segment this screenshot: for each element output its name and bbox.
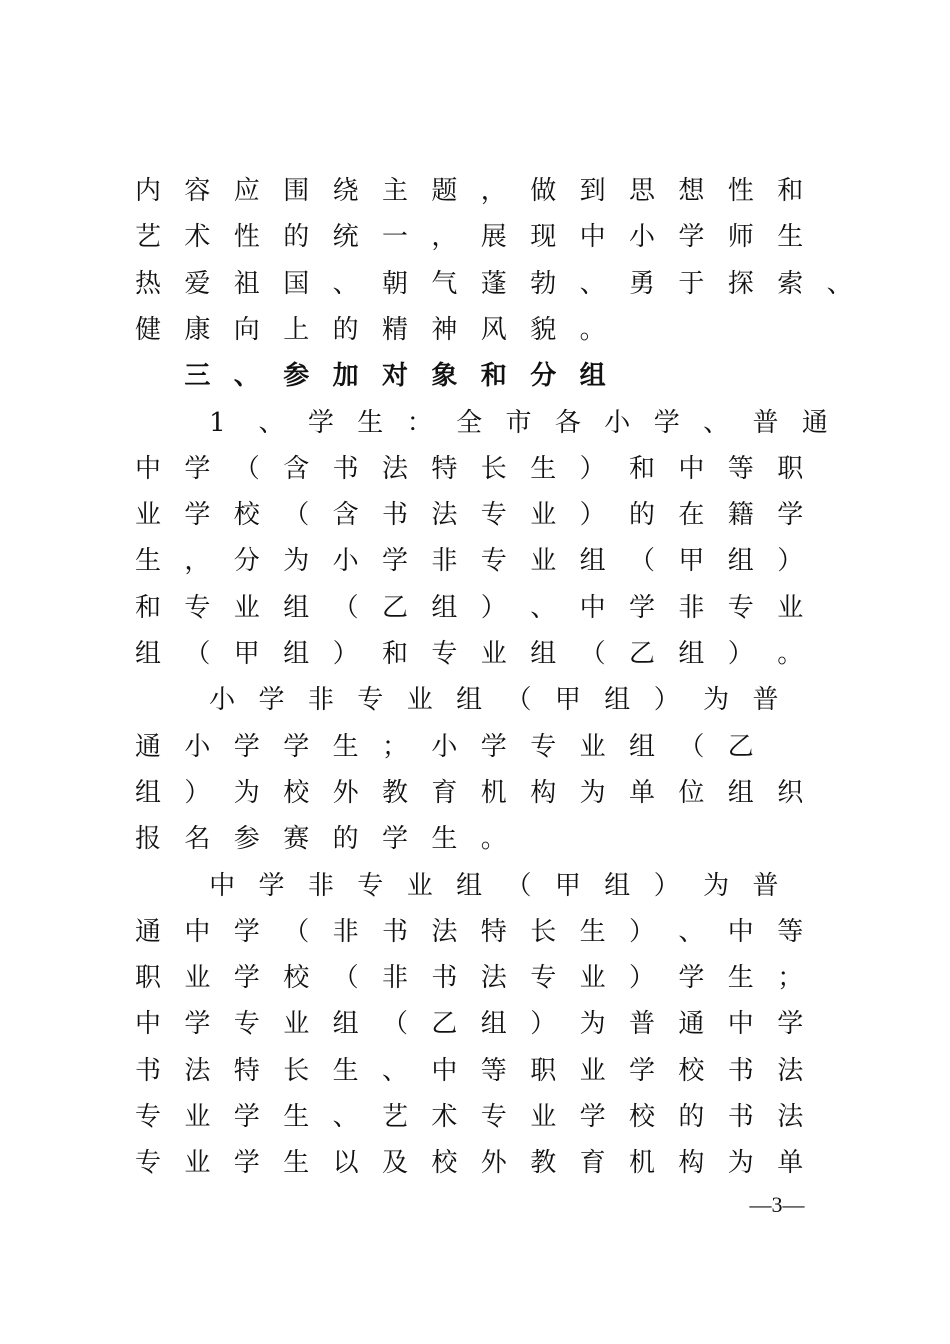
document-page: 内 容 应 围 绕 主 题 ， 做 到 思 想 性 和 艺 术 性 的 统 一 ， 展 现 中 小 学 师 生 热 爱 祖 国 、 朝 气 蓬 勃 、 勇 于 探 索 、 健 康 向 上 的 精 神 风 貌 。 三 、 参 加 对 象 和 分 组 1 、 学 生 ： 全 市 各 小 学 、 普 通 中 学 （ 含 书 法 特 长 生 ） 和 中 等 职 业 学 校 （ 含 书 法 专 业 ） 的 在 籍 学 生 ， 分 为 小 学 非 专 业 组 （ 甲 组 ） 和 专 业 组 （ 乙 组 ） 、 中 学 非 专 业 组 （ 甲 组 ） 和 专 业 组 （ 乙 组 ） 。 小 学 非 专 业 组 （ 甲 组 ） 为 普 通 小 学 学 生 ； 小 学 专 业 组 （ 乙 组 ） 为 校 外 教 育 机 构 为 单 位 组 织 报 名 参 赛 的 学 生 。 中 学 非 专 业 组 （ 甲 组 ） 为 普 通 中 学 （ 非 书 法 特 长 生 ） 、 中 等 职 业 学 校 （ 非 书 法 专 业 ） 学 生 ； 中 学 专 业 组 （ 乙 组 ） 为 普 通 中 学 书 法 特 长 生 、 中 等 职 业 学 校 书 法 专 业 学 生 、 艺 术 专 业 学 校 的 书 法 专 业 学 生 以 及 校 外 教 育 机 构 为 单 —3— bbox=[0, 0, 950, 1344]
page-number: —3— bbox=[749, 1192, 805, 1217]
